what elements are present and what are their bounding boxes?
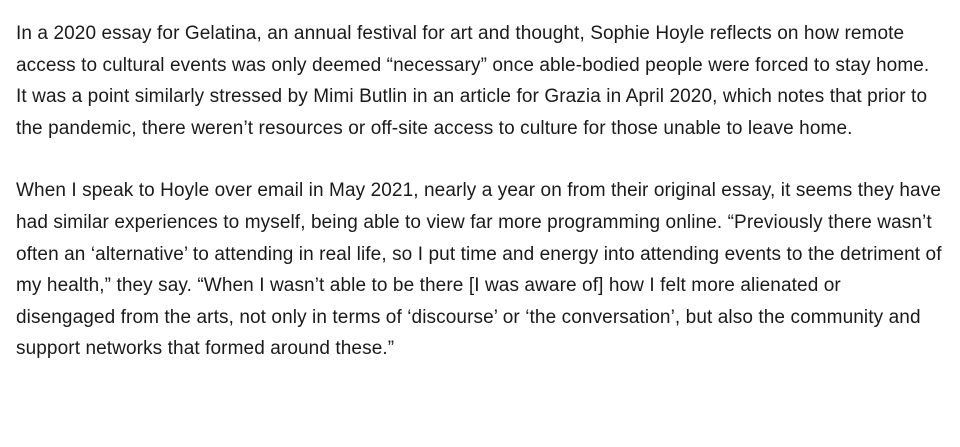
article-paragraph-2: When I speak to Hoyle over email in May 2021, nearly a year on from their original essay, it seems they have had similar experiences to myself, being able to view far more programming online. “Previously there wasn’t often an ‘alternative’ to attending in real life, so I put time and energy into attending events to the detriment of my health,” they say. “When I wasn’t able to be there [I was aware of] how I felt more alienated or disengaged from the arts, not only in terms of ‘discourse’ or ‘the conversation’, but also the community and support networks that formed around these.” xyxy=(16,180,942,360)
article-paragraph-1: In a 2020 essay for Gelatina, an annual festival for art and thought, Sophie Hoyle reflects on how remote access to cultural events was only deemed “necessary” once able-bodied people were forced to stay home. It was a point similarly stressed by Mimi Butlin in an article for Grazia in April 2020, which notes that prior to the pandemic, there weren’t resources or off-site access to culture for those unable to leave home. xyxy=(16,23,930,139)
